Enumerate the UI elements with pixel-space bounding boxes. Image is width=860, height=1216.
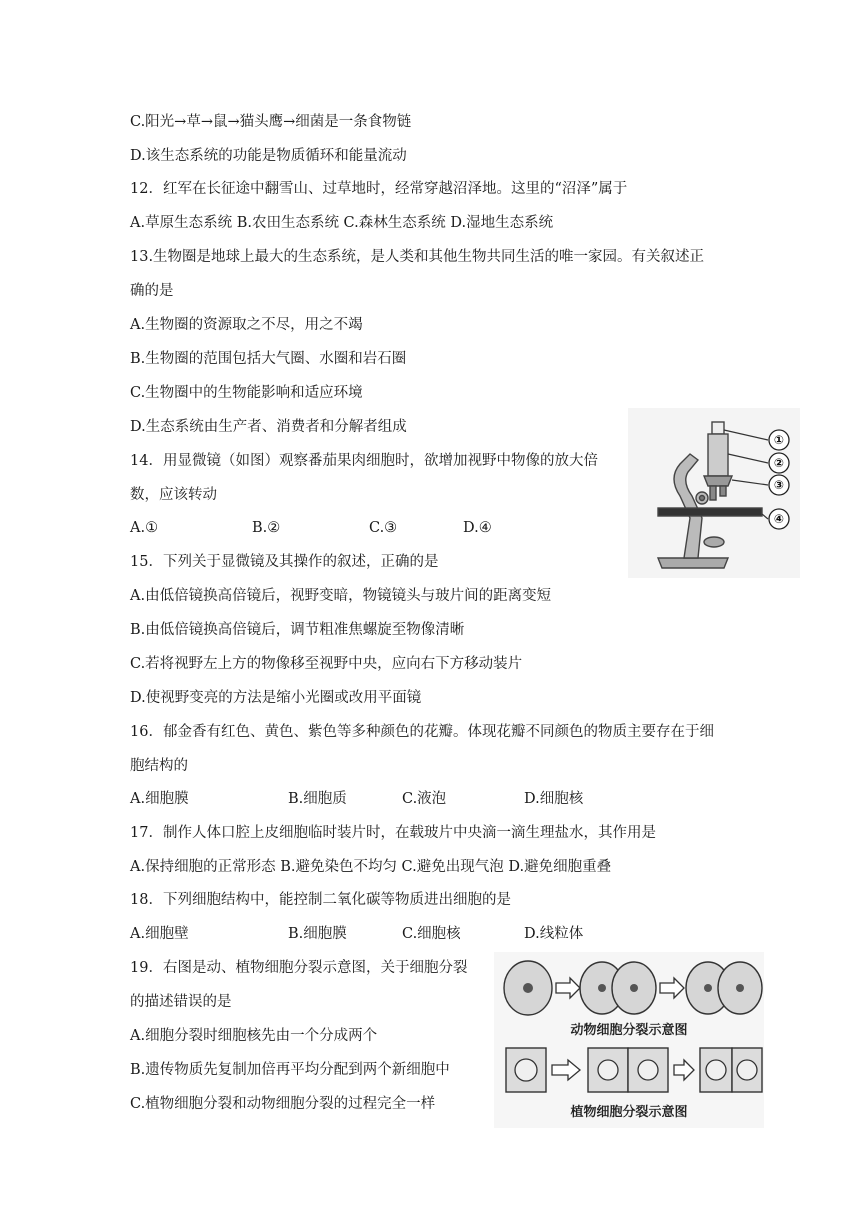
q14-option: A.① (130, 520, 159, 536)
microscope-label: ② (773, 456, 785, 470)
q12-options: A.草原生态系统 B.农田生态系统 C.森林生态系统 D.湿地生态系统 (130, 215, 554, 231)
q18-options (130, 924, 583, 944)
q11-option-d: D.该生态系统的功能是物质循环和能量流动 (130, 148, 407, 164)
q13-option-b: B.生物圈的范围包括大气圈、水圈和岩石圈 (130, 351, 407, 367)
q16-option: A.细胞膜 (130, 791, 189, 807)
q13-stem-cont: 确的是 (130, 283, 174, 299)
animal-division-caption: 动物细胞分裂示意图 (570, 1023, 688, 1038)
q12-stem: 12．红军在长征途中翻雪山、过草地时，经常穿越沼泽地。这里的“沼泽”属于 (130, 181, 628, 197)
microscope-label: ④ (773, 512, 785, 526)
q15-option-d: D.使视野变亮的方法是缩小光圈或改用平面镜 (130, 690, 422, 706)
q19-stem-cont: 的描述错误的是 (130, 994, 232, 1010)
q13-option-c: C.生物圈中的生物能影响和适应环境 (130, 385, 363, 401)
q16-stem: 16．郁金香有红色、黄色、紫色等多种颜色的花瓣。体现花瓣不同颜色的物质主要存在于细 (130, 724, 714, 740)
q19-stem: 19．右图是动、植物细胞分裂示意图，关于细胞分裂 (130, 960, 468, 976)
q18-option: A.细胞壁 (130, 926, 189, 942)
q15-option-b: B.由低倍镜换高倍镜后，调节粗准焦螺旋至物像清晰 (130, 622, 465, 638)
microscope-label: ① (773, 433, 785, 447)
q14-stem: 14．用显微镜（如图）观察番茄果肉细胞时，欲增加视野中物像的放大倍 (130, 453, 598, 469)
q18-option: B.细胞膜 (288, 926, 347, 942)
q13-option-a: A.生物圈的资源取之不尽，用之不竭 (130, 317, 363, 333)
q14-stem-cont: 数，应该转动 (130, 487, 217, 503)
q15-stem: 15．下列关于显微镜及其操作的叙述，正确的是 (130, 554, 439, 570)
q16-option: C.液泡 (402, 791, 447, 807)
cell-division-figure (494, 952, 764, 1128)
q16-option: D.细胞核 (524, 791, 584, 807)
q11-option-c: C.阳光→草→鼠→猫头鹰→细菌是一条食物链 (130, 114, 412, 130)
q15-option-a: A.由低倍镜换高倍镜后，视野变暗，物镜镜头与玻片间的距离变短 (130, 588, 552, 604)
q14-option: D.④ (463, 520, 492, 536)
q16-stem-cont: 胞结构的 (130, 758, 188, 774)
q14-option: B.② (252, 520, 281, 536)
q17-stem: 17．制作人体口腔上皮细胞临时装片时，在载玻片中央滴一滴生理盐水，其作用是 (130, 825, 656, 841)
q14-option: C.③ (369, 520, 398, 536)
q19-option-a: A.细胞分裂时细胞核先由一个分成两个 (130, 1028, 378, 1044)
microscope-label: ③ (773, 478, 785, 492)
q18-option: C.细胞核 (402, 926, 461, 942)
q18-option: D.线粒体 (524, 926, 584, 942)
cell-division-drawing (494, 952, 764, 1128)
microscope-drawing (628, 408, 800, 578)
q13-stem: 13.生物圈是地球上最大的生态系统，是人类和其他生物共同生活的唯一家园。有关叙述正 (130, 249, 705, 265)
q19-option-b: B.遗传物质先复制加倍再平均分配到两个新细胞中 (130, 1062, 450, 1078)
q16-option: B.细胞质 (288, 791, 347, 807)
q19-option-c: C.植物细胞分裂和动物细胞分裂的过程完全一样 (130, 1096, 436, 1112)
q15-option-c: C.若将视野左上方的物像移至视野中央，应向右下方移动装片 (130, 656, 523, 672)
microscope-figure (628, 408, 800, 578)
q18-stem: 18．下列细胞结构中，能控制二氧化碳等物质进出细胞的是 (130, 892, 511, 908)
q17-options: A.保持细胞的正常形态 B.避免染色不均匀 C.避免出现气泡 D.避免细胞重叠 (130, 859, 612, 875)
plant-division-caption: 植物细胞分裂示意图 (570, 1105, 688, 1120)
q13-option-d: D.生态系统由生产者、消费者和分解者组成 (130, 419, 407, 435)
q16-options (130, 789, 583, 809)
q14-options (130, 518, 492, 538)
